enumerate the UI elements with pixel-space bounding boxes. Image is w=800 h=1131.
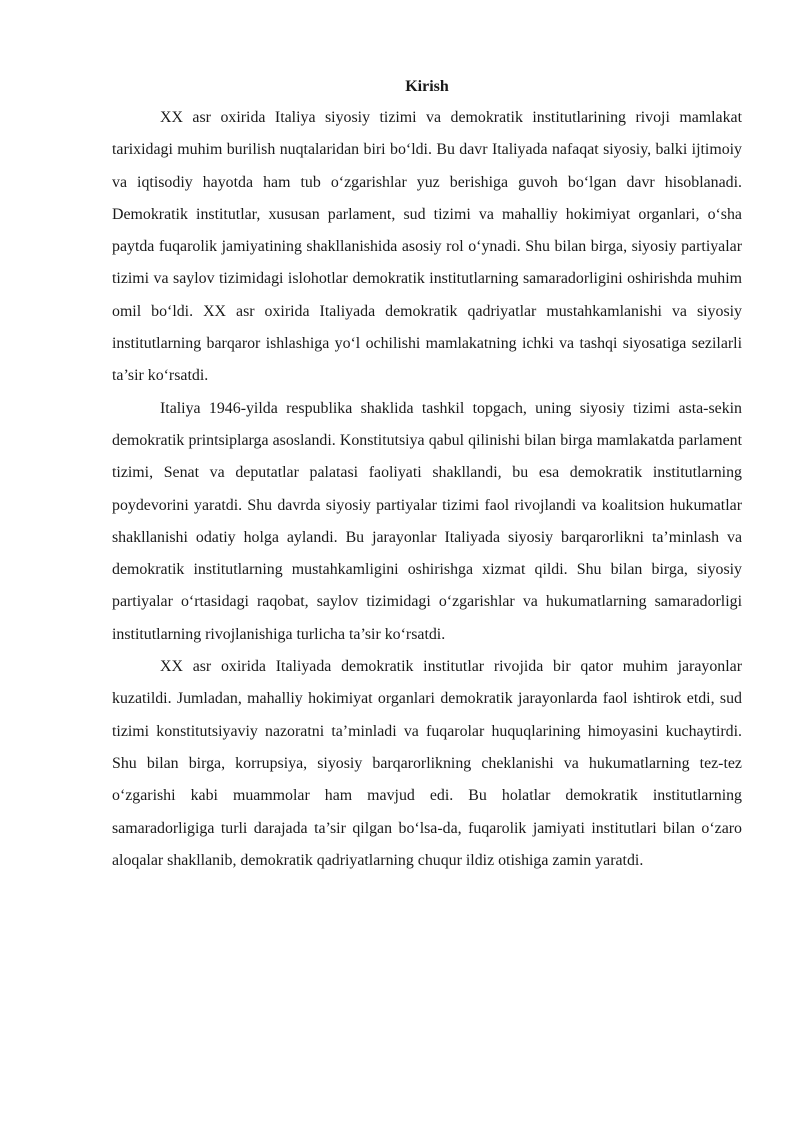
- document-page: [112, 72, 742, 877]
- paragraph-2: Italiya 1946-yilda respublika shaklida tashkil topgach, uning siyosiy tizimi asta-sekin demokratik printsiplarga asoslandi. Konstitutsiya qabul qilinishi bilan birga mamlakatda parlament tizimi, Senat va deputatlar palatasi faoliyati shakllandi, bu esa demokratik institutlarning poydevorini yaratdi. Shu davrda siyosiy partiyalar tizimi faol rivojlandi va koalitsion hukumatlar shakllanishi odatiy holga aylandi. Bu jarayonlar Italiyada siyosiy barqarorlikni ta’minlash va demokratik institutlarning mustahkamligini oshirishga xizmat qildi. Shu bilan birga, siyosiy partiyalar o‘rtasidagi raqobat, saylov tizimidagi o‘zgarishlar va hukumatlarning samaradorligi institutlarning rivojlanishiga turlicha ta’sir ko‘rsatdi.: [112, 399, 742, 643]
- document-title: Kirish: [405, 78, 449, 95]
- paragraph-1: XX asr oxirida Italiya siyosiy tizimi va demokratik institutlarining rivoji mamlakat tarixidagi muhim burilish nuqtalaridan biri bo‘ldi. Bu davr Italiyada nafaqat siyosiy, balki ijtimoiy va iqtisodiy hayotda ham tub o‘zgarishlar yuz berishiga guvoh bo‘lgan davr hisoblanadi. Demokratik institutlar, xususan parlament, sud tizimi va mahalliy hokimiyat organlari, o‘sha paytda fuqarolik jamiyatining shakllanishida asosiy rol o‘ynadi. Shu bilan birga, siyosiy partiyalar tizimi va saylov tizimidagi islohotlar demokratik institutlarning samaradorligini oshirishda muhim omil bo‘ldi. XX asr oxirida Italiyada demokratik qadriyatlar mustahkamlanishi va siyosiy institutlarning barqaror ishlashiga yo‘l ochilishi mamlakatning ichki va tashqi siyosatiga sezilarli ta’sir ko‘rsatdi.: [112, 109, 742, 385]
- paragraph-3: XX asr oxirida Italiyada demokratik institutlar rivojida bir qator muhim jarayonlar kuzatildi. Jumladan, mahalliy hokimiyat organlari demokratik jarayonlarda faol ishtirok etdi, sud tizimi konstitutsiyaviy nazoratni ta’minladi va fuqarolar huquqlarining himoyasini kuchaytirdi. Shu bilan birga, korrupsiya, siyosiy barqarorlikning cheklanishi va hukumatlarning tez-tez o‘zgarishi kabi muammolar ham mavjud edi. Bu holatlar demokratik institutlarning samaradorligiga turli darajada ta’sir qilgan bo‘lsa-da, fuqarolik jamiyati institutlari bilan o‘zaro aloqalar shakllanib, demokratik qadriyatlarning chuqur ildiz otishiga zamin yaratdi.: [112, 658, 742, 869]
